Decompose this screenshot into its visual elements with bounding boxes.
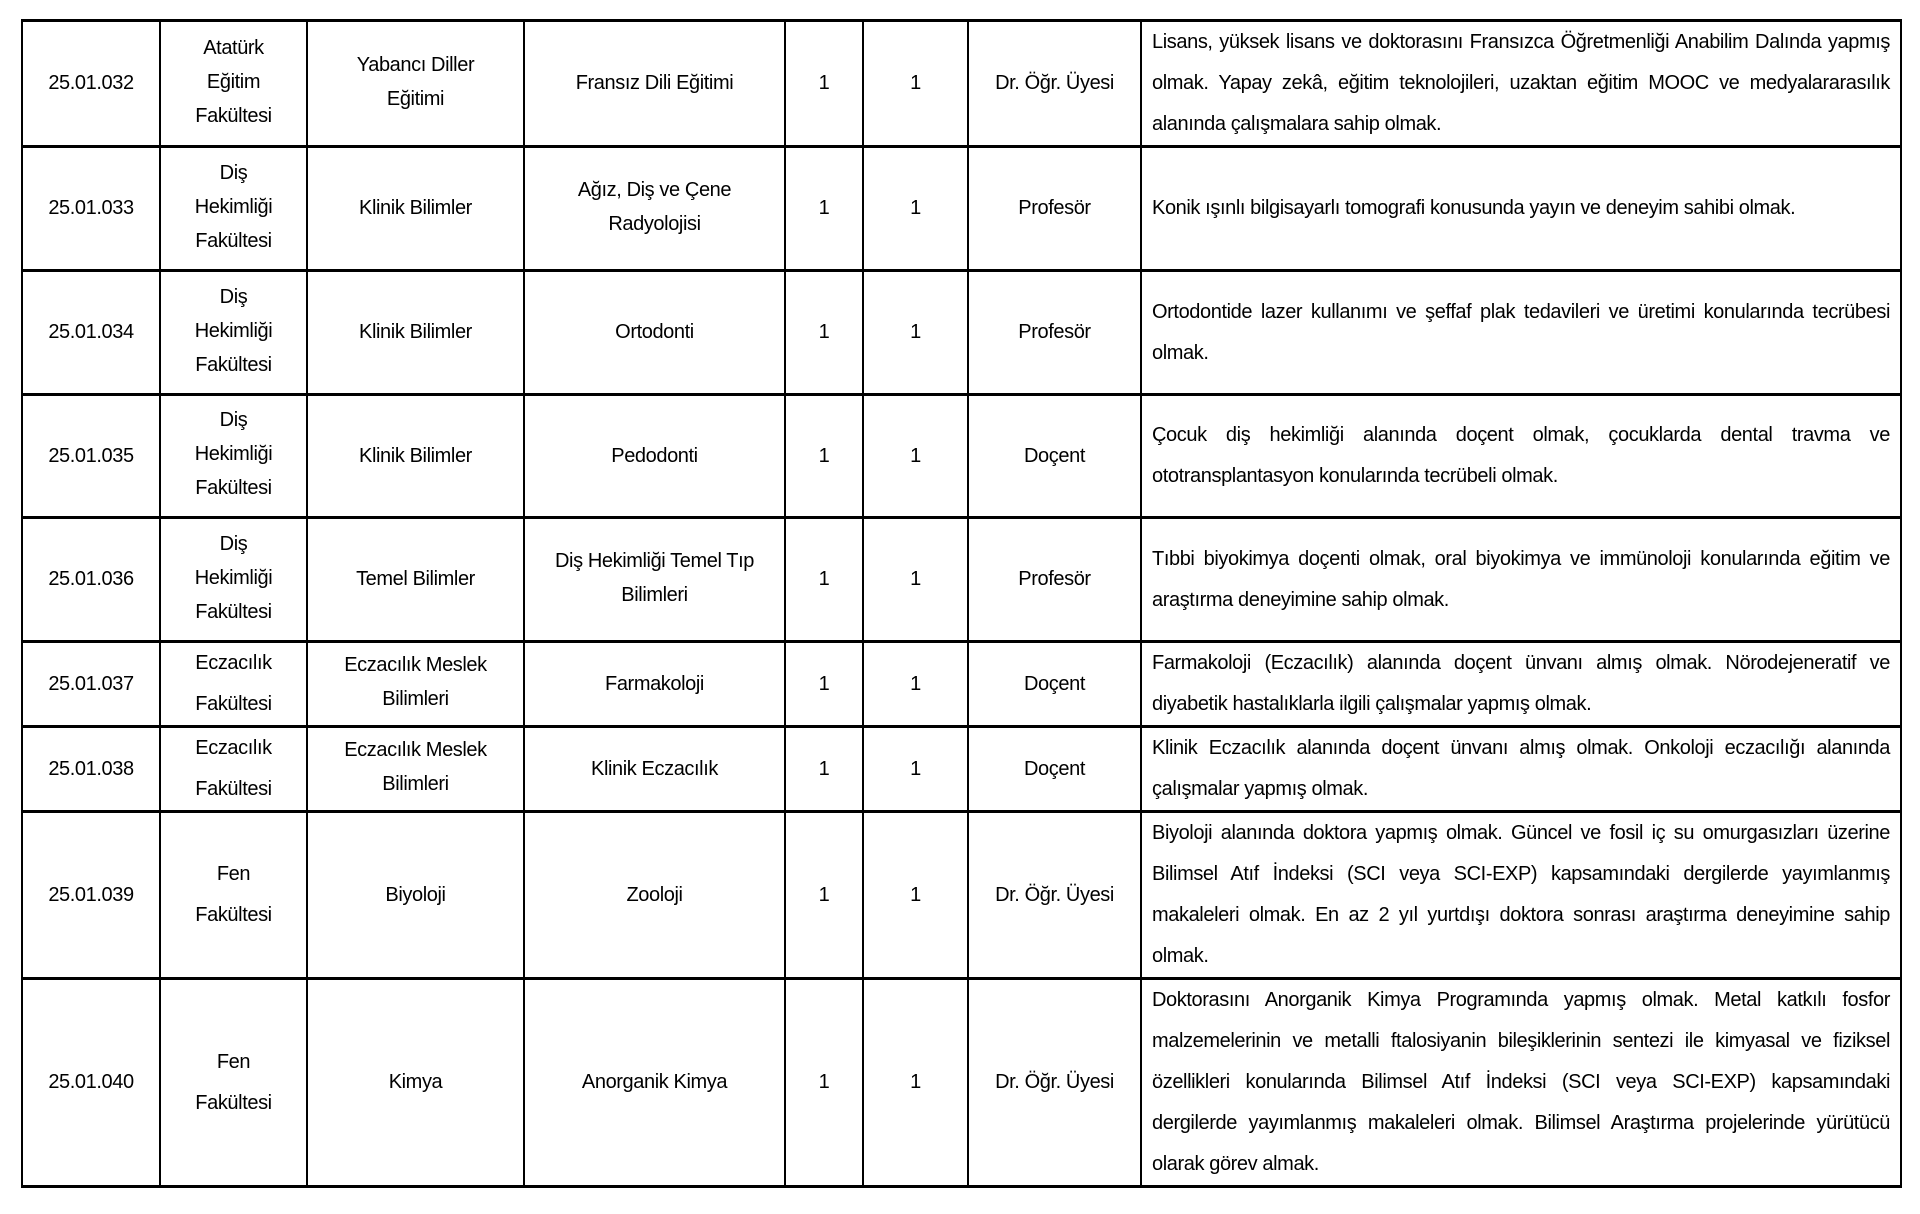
academic-title: Dr. Öğr. Üyesi <box>995 72 1114 94</box>
requirements-cell <box>1141 727 1901 812</box>
position-code: 25.01.037 <box>48 672 134 695</box>
faculty: Fen Fakültesi <box>195 863 272 926</box>
requirements: Konik ışınlı bilgisayarlı tomografi konusunda yayın ve deneyim sahibi olmak. <box>1152 197 1796 219</box>
academic-title: Doçent <box>1024 444 1085 467</box>
academic-title: Profesör <box>1018 568 1091 590</box>
position-code: 25.01.032 <box>48 72 134 94</box>
position-count-cell <box>785 642 863 727</box>
program-cell <box>524 395 785 518</box>
requirements: Çocuk diş hekimliği alanında doçent olmak, çocuklarda dental travma ve ototransplantasyon konularında tecrübeli olmak. <box>1152 424 1890 487</box>
requirements-cell <box>1141 518 1901 642</box>
faculty-cell <box>160 812 307 979</box>
position-count: 1 <box>818 321 830 343</box>
department-cell <box>307 147 524 271</box>
requirements: Lisans, yüksek lisans ve doktorasını Fransızca Öğretmenliği Anabilim Dalında yapmış olmak. Yapay zekâ, eğitim teknolojileri, uzaktan eğitim MOOC ve medyalararasılık alanında çalışmalara sahip olmak. <box>1152 31 1890 135</box>
position-code: 25.01.039 <box>48 883 134 906</box>
program-cell <box>524 518 785 642</box>
position-count: 1 <box>818 1071 830 1093</box>
requirements-cell <box>1141 642 1901 727</box>
position-count-cell <box>785 271 863 395</box>
position-count-cell <box>785 395 863 518</box>
staff-count: 1 <box>910 672 921 695</box>
program-cell <box>524 21 785 147</box>
requirements: Klinik Eczacılık alanında doçent ünvanı almış olmak. Onkoloji eczacılığı alanında çalışmalar yapmış olmak. <box>1152 737 1890 800</box>
table-row <box>22 147 1901 271</box>
program: Pedodonti <box>611 444 698 467</box>
academic-title-cell <box>968 147 1141 271</box>
faculty-cell <box>160 395 307 518</box>
position-count: 1 <box>818 444 830 467</box>
academic-title-cell <box>968 979 1141 1187</box>
academic-title-cell <box>968 812 1141 979</box>
position-count: 1 <box>818 672 830 695</box>
table-row <box>22 642 1901 727</box>
position-code: 25.01.038 <box>48 757 134 780</box>
academic-title: Profesör <box>1018 321 1091 343</box>
requirements: Doktorasını Anorganik Kimya Programında yapmış olmak. Metal katkılı fosfor malzemelerinin ve metalli ftalosiyanin bileşiklerinin sentezi ile kimyasal ve fiziksel özellikleri konularında Bilimsel Atıf İndeksi (SCI veya SCI-EXP) kapsamındaki dergilerde yayımlanmış makaleleri olmak. Bilimsel Araştırma projelerinde yürütücü olarak görev almak. <box>1152 989 1890 1175</box>
program: Ağız, Diş ve Çene Radyolojisi <box>577 178 732 235</box>
academic-title-cell <box>968 395 1141 518</box>
department-cell <box>307 642 524 727</box>
staff-count-cell <box>863 518 968 642</box>
position-count-cell <box>785 979 863 1187</box>
position-code: 25.01.033 <box>48 197 134 219</box>
position-code: 25.01.040 <box>48 1071 134 1093</box>
position-count-cell <box>785 727 863 812</box>
table-row <box>22 395 1901 518</box>
requirements-cell <box>1141 979 1901 1187</box>
requirements-cell <box>1141 812 1901 979</box>
academic-title-cell <box>968 727 1141 812</box>
academic-title: Doçent <box>1024 757 1085 780</box>
position-code-cell <box>22 518 160 642</box>
program: Anorganik Kimya <box>581 1071 728 1093</box>
staff-count: 1 <box>910 1071 921 1093</box>
department: Klinik Bilimler <box>359 444 472 467</box>
program: Ortodonti <box>615 321 694 343</box>
faculty-cell <box>160 727 307 812</box>
table-row <box>22 518 1901 642</box>
department-cell <box>307 21 524 147</box>
staff-count-cell <box>863 21 968 147</box>
faculty-cell <box>160 518 307 642</box>
faculty-cell <box>160 642 307 727</box>
position-code-cell <box>22 812 160 979</box>
academic-title: Dr. Öğr. Üyesi <box>995 883 1114 906</box>
faculty-cell <box>160 21 307 147</box>
department: Klinik Bilimler <box>359 197 472 219</box>
position-code-cell <box>22 21 160 147</box>
department-cell <box>307 518 524 642</box>
program-cell <box>524 812 785 979</box>
academic-title-cell <box>968 21 1141 147</box>
academic-title-cell <box>968 642 1141 727</box>
faculty-cell <box>160 271 307 395</box>
requirements: Biyoloji alanında doktora yapmış olmak. Güncel ve fosil iç su omurgasızları üzerine Bilimsel Atıf İndeksi (SCI veya SCI-EXP) kapsamındaki dergilerde yayımlanmış makaleleri olmak. En az 2 yıl yurtdışı doktora sonrası araştırma deneyimine sahip olmak. <box>1152 822 1890 967</box>
positions-table <box>21 19 1902 1188</box>
department: Temel Bilimler <box>356 568 475 590</box>
department-cell <box>307 395 524 518</box>
position-count: 1 <box>818 568 830 590</box>
program: Fransız Dili Eğitimi <box>575 72 734 94</box>
requirements: Tıbbi biyokimya doçenti olmak, oral biyokimya ve immünoloji konularında eğitim ve araştırma deneyimine sahip olmak. <box>1152 547 1890 611</box>
department-cell <box>307 727 524 812</box>
staff-count: 1 <box>910 444 921 467</box>
table-row <box>22 21 1901 147</box>
department-cell <box>307 271 524 395</box>
position-code: 25.01.035 <box>48 444 134 467</box>
faculty: Atatürk Eğitim Fakültesi <box>195 36 272 127</box>
faculty: Eczacılık Fakültesi <box>195 652 272 715</box>
table-row <box>22 727 1901 812</box>
academic-title: Doçent <box>1024 672 1085 695</box>
faculty: Eczacılık Fakültesi <box>195 737 272 800</box>
faculty: Diş Hekimliği Fakültesi <box>194 532 273 623</box>
academic-title-cell <box>968 271 1141 395</box>
table-row <box>22 979 1901 1187</box>
staff-count: 1 <box>910 757 921 780</box>
table-row <box>22 271 1901 395</box>
staff-count: 1 <box>910 568 921 590</box>
staff-count: 1 <box>910 72 921 94</box>
position-code: 25.01.034 <box>48 321 134 343</box>
department: Biyoloji <box>385 883 446 906</box>
faculty: Diş Hekimliği Fakültesi <box>194 285 273 376</box>
faculty-cell <box>160 147 307 271</box>
program-cell <box>524 642 785 727</box>
faculty: Diş Hekimliği Fakültesi <box>194 409 273 499</box>
department: Eczacılık Meslek Bilimleri <box>344 739 487 795</box>
requirements-cell <box>1141 21 1901 147</box>
staff-count: 1 <box>910 883 921 906</box>
requirements-cell <box>1141 395 1901 518</box>
faculty-cell <box>160 979 307 1187</box>
department: Klinik Bilimler <box>359 321 472 343</box>
requirements: Ortodontide lazer kullanımı ve şeffaf plak tedavileri ve üretimi konularında tecrübesi olmak. <box>1152 300 1890 364</box>
requirements: Farmakoloji (Eczacılık) alanında doçent ünvanı almış olmak. Nörodejeneratif ve diyabetik hastalıklarla ilgili çalışmalar yapmış olmak. <box>1152 652 1890 715</box>
program: Klinik Eczacılık <box>591 757 718 780</box>
position-code-cell <box>22 727 160 812</box>
staff-count-cell <box>863 727 968 812</box>
program-cell <box>524 147 785 271</box>
staff-count-cell <box>863 812 968 979</box>
staff-count-cell <box>863 979 968 1187</box>
staff-count-cell <box>863 642 968 727</box>
department-cell <box>307 979 524 1187</box>
position-count-cell <box>785 518 863 642</box>
program-cell <box>524 727 785 812</box>
department: Yabancı Diller Eğitimi <box>356 53 475 110</box>
position-count: 1 <box>818 883 830 906</box>
faculty: Diş Hekimliği Fakültesi <box>194 161 273 252</box>
position-code-cell <box>22 642 160 727</box>
program-cell <box>524 979 785 1187</box>
position-count-cell <box>785 21 863 147</box>
academic-title-cell <box>968 518 1141 642</box>
academic-title: Profesör <box>1018 197 1091 219</box>
faculty: Fen Fakültesi <box>195 1050 272 1114</box>
academic-title: Dr. Öğr. Üyesi <box>995 1071 1114 1093</box>
department-cell <box>307 812 524 979</box>
position-code-cell <box>22 147 160 271</box>
department: Eczacılık Meslek Bilimleri <box>344 654 487 710</box>
position-code-cell <box>22 271 160 395</box>
position-count: 1 <box>818 197 830 219</box>
staff-count-cell <box>863 395 968 518</box>
program: Farmakoloji <box>605 672 704 695</box>
position-count: 1 <box>818 72 830 94</box>
position-count-cell <box>785 147 863 271</box>
position-code-cell <box>22 395 160 518</box>
table-row <box>22 812 1901 979</box>
position-code-cell <box>22 979 160 1187</box>
program: Diş Hekimliği Temel Tıp Bilimleri <box>554 549 754 606</box>
requirements-cell <box>1141 147 1901 271</box>
staff-count-cell <box>863 147 968 271</box>
position-count-cell <box>785 812 863 979</box>
position-count: 1 <box>818 757 830 780</box>
position-code: 25.01.036 <box>48 568 134 590</box>
program-cell <box>524 271 785 395</box>
department: Kimya <box>388 1071 443 1093</box>
staff-count: 1 <box>910 321 921 343</box>
requirements-cell <box>1141 271 1901 395</box>
staff-count: 1 <box>910 197 921 219</box>
program: Zooloji <box>626 883 683 906</box>
staff-count-cell <box>863 271 968 395</box>
